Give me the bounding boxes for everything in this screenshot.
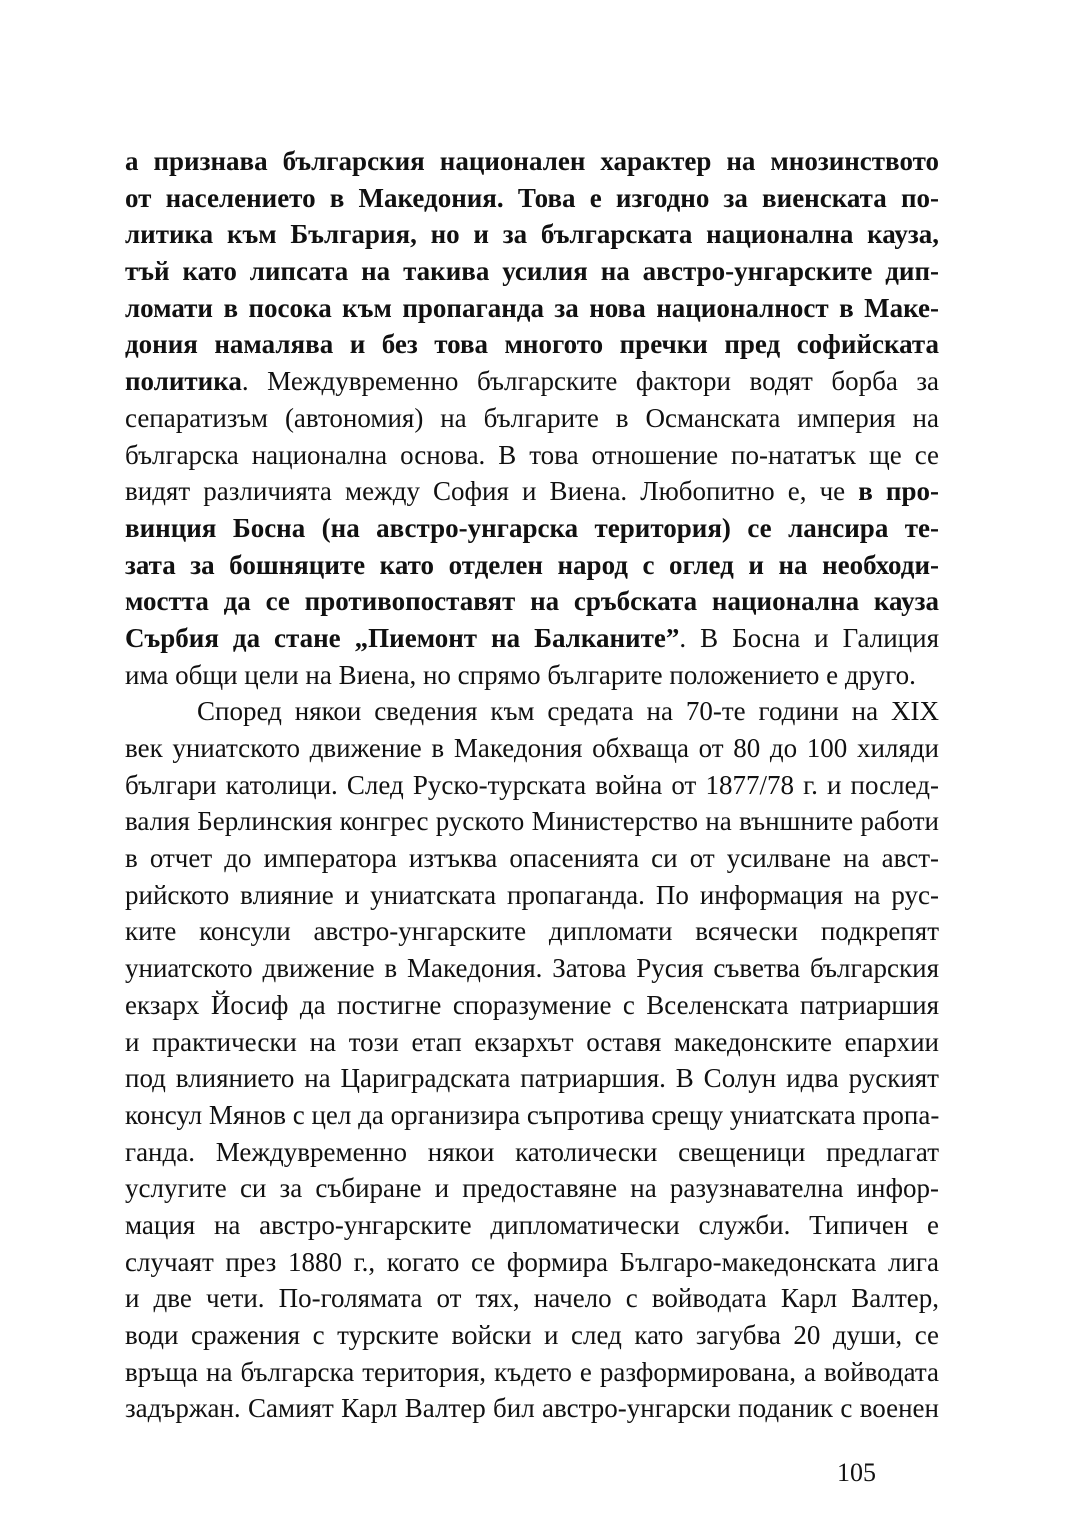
text-segment: мация на австро-унгарските дипломатически служби. Типичен е	[125, 1209, 939, 1240]
text-segment: задържан. Самият Карл Валтер бил австро-унгарски поданик с военен	[125, 1393, 939, 1424]
text-line	[125, 143, 939, 180]
text-segment: има общи цели на Виена, но спрямо българите положението е друго.	[125, 659, 916, 690]
text-line	[125, 547, 939, 584]
bold-text-segment: тъй като липсата на такива усилия на австро-унгарските дип-	[125, 256, 939, 287]
bold-text-segment: зата за бошняците като отделен народ с оглед и на необходи-	[125, 549, 939, 580]
text-line	[125, 510, 939, 547]
text-line	[125, 657, 939, 694]
text-segment: рийското влияние и униатската пропаганда. По информация на рус-	[125, 879, 939, 910]
text-line	[125, 1244, 939, 1281]
text-line	[125, 253, 939, 290]
text-line	[125, 216, 939, 253]
text-segment: води сражения с турските войски и след като загубва 20 души, се	[125, 1320, 939, 1350]
text-line	[125, 1390, 939, 1427]
text-segment: в отчет до императора изтъква опасенията си от усилване на авст-	[125, 843, 939, 874]
text-segment: валия Берлинския конгрес руското Министерство на външните работи	[125, 806, 939, 837]
text-line	[125, 1280, 939, 1317]
text-line	[125, 363, 939, 400]
text-line	[125, 1024, 939, 1061]
text-line	[125, 950, 939, 987]
text-line	[125, 180, 939, 217]
bold-text-segment: винция Босна (на австро-унгарска територия) се лансира те-	[125, 512, 939, 543]
text-segment: услугите си за събиране и предоставяне на разузнавателна инфор-	[125, 1173, 939, 1204]
text-segment: екзарх Йосиф да постигне споразумение с Вселенската патриаршия	[125, 989, 939, 1020]
text-line	[125, 730, 939, 767]
text-segment: Според някои сведения към средата на 70-те години на XIX	[197, 696, 939, 727]
text-line	[125, 1354, 939, 1391]
text-line	[125, 803, 939, 840]
text-line	[125, 583, 939, 620]
bold-text-segment: ломати в посока към пропаганда за нова националност в Маке-	[125, 292, 939, 323]
bold-text-segment: Сърбия да стане „Пиемонт на Балканите”	[125, 622, 680, 653]
text-segment: и две чети. По-голямата от тях, начело с войводата Карл Валтер,	[125, 1283, 939, 1314]
text-line	[125, 400, 939, 437]
text-segment: ките консули австро-унгарските дипломати всячески подкрепят	[125, 916, 939, 947]
body-text	[125, 143, 939, 1427]
text-segment: българска национална основа. В това отношение по-нататък ще се	[125, 439, 939, 470]
text-segment: консул Мянов с цел да организира съпротива срещу униатската пропа-	[125, 1099, 939, 1130]
text-segment: под влиянието на Цариградската патриаршия. В Солун идва руският	[125, 1063, 939, 1094]
bold-text-segment: политика	[125, 366, 242, 397]
text-segment: . Междувременно българските фактори водят борба за	[241, 366, 939, 397]
text-line	[125, 913, 939, 950]
text-line	[125, 840, 939, 877]
text-line	[125, 1317, 939, 1354]
text-line	[125, 290, 939, 327]
text-line	[125, 326, 939, 363]
text-segment: ганда. Междувременно някои католически свещеници предлагат	[125, 1136, 939, 1167]
text-segment: връща на българска територия, където е разформирована, а войводата	[125, 1356, 939, 1387]
bold-text-segment: а признава българския национален характер на мнозинството	[125, 146, 939, 176]
text-line	[125, 473, 939, 510]
text-segment: видят различията между София и Виена. Любопитно е, че	[125, 476, 859, 507]
bold-text-segment: литика към България, но и за българската национална кауза,	[125, 219, 939, 250]
bold-text-segment: в про-	[858, 476, 939, 507]
bold-text-segment: дония намалява и без това многото пречки пред софийската	[125, 329, 939, 360]
text-line	[125, 767, 939, 804]
text-line	[125, 1134, 939, 1171]
text-line	[125, 877, 939, 914]
text-line	[125, 1060, 939, 1097]
text-line	[125, 437, 939, 474]
text-line	[125, 620, 939, 657]
text-line	[125, 987, 939, 1024]
text-segment: и практически на този етап екзархът оставя македонските епархии	[125, 1026, 939, 1057]
bold-text-segment: мостта да се противопоставят на сръбската национална кауза	[125, 586, 939, 617]
text-segment: униатското движение в Македония. Затова Русия съветва българския	[125, 953, 939, 984]
text-line	[125, 1170, 939, 1207]
text-segment: сепаратизъм (автономия) на българите в Османската империя на	[125, 402, 939, 433]
text-segment: българи католици. След Руско-турската война от 1877/78 г. и послед-	[125, 769, 939, 800]
bold-text-segment: от населението в Македония. Това е изгодно за виенската по-	[125, 182, 939, 213]
text-line	[125, 693, 939, 730]
page-number: 105	[837, 1458, 876, 1487]
text-segment: . В Босна и Галиция	[679, 622, 939, 653]
text-segment: век униатското движение в Македония обхваща от 80 до 100 хиляди	[125, 733, 939, 763]
text-line	[125, 1097, 939, 1134]
text-line	[125, 1207, 939, 1244]
text-segment: случаят през 1880 г., когато се формира Българо-македонската лига	[125, 1246, 939, 1277]
